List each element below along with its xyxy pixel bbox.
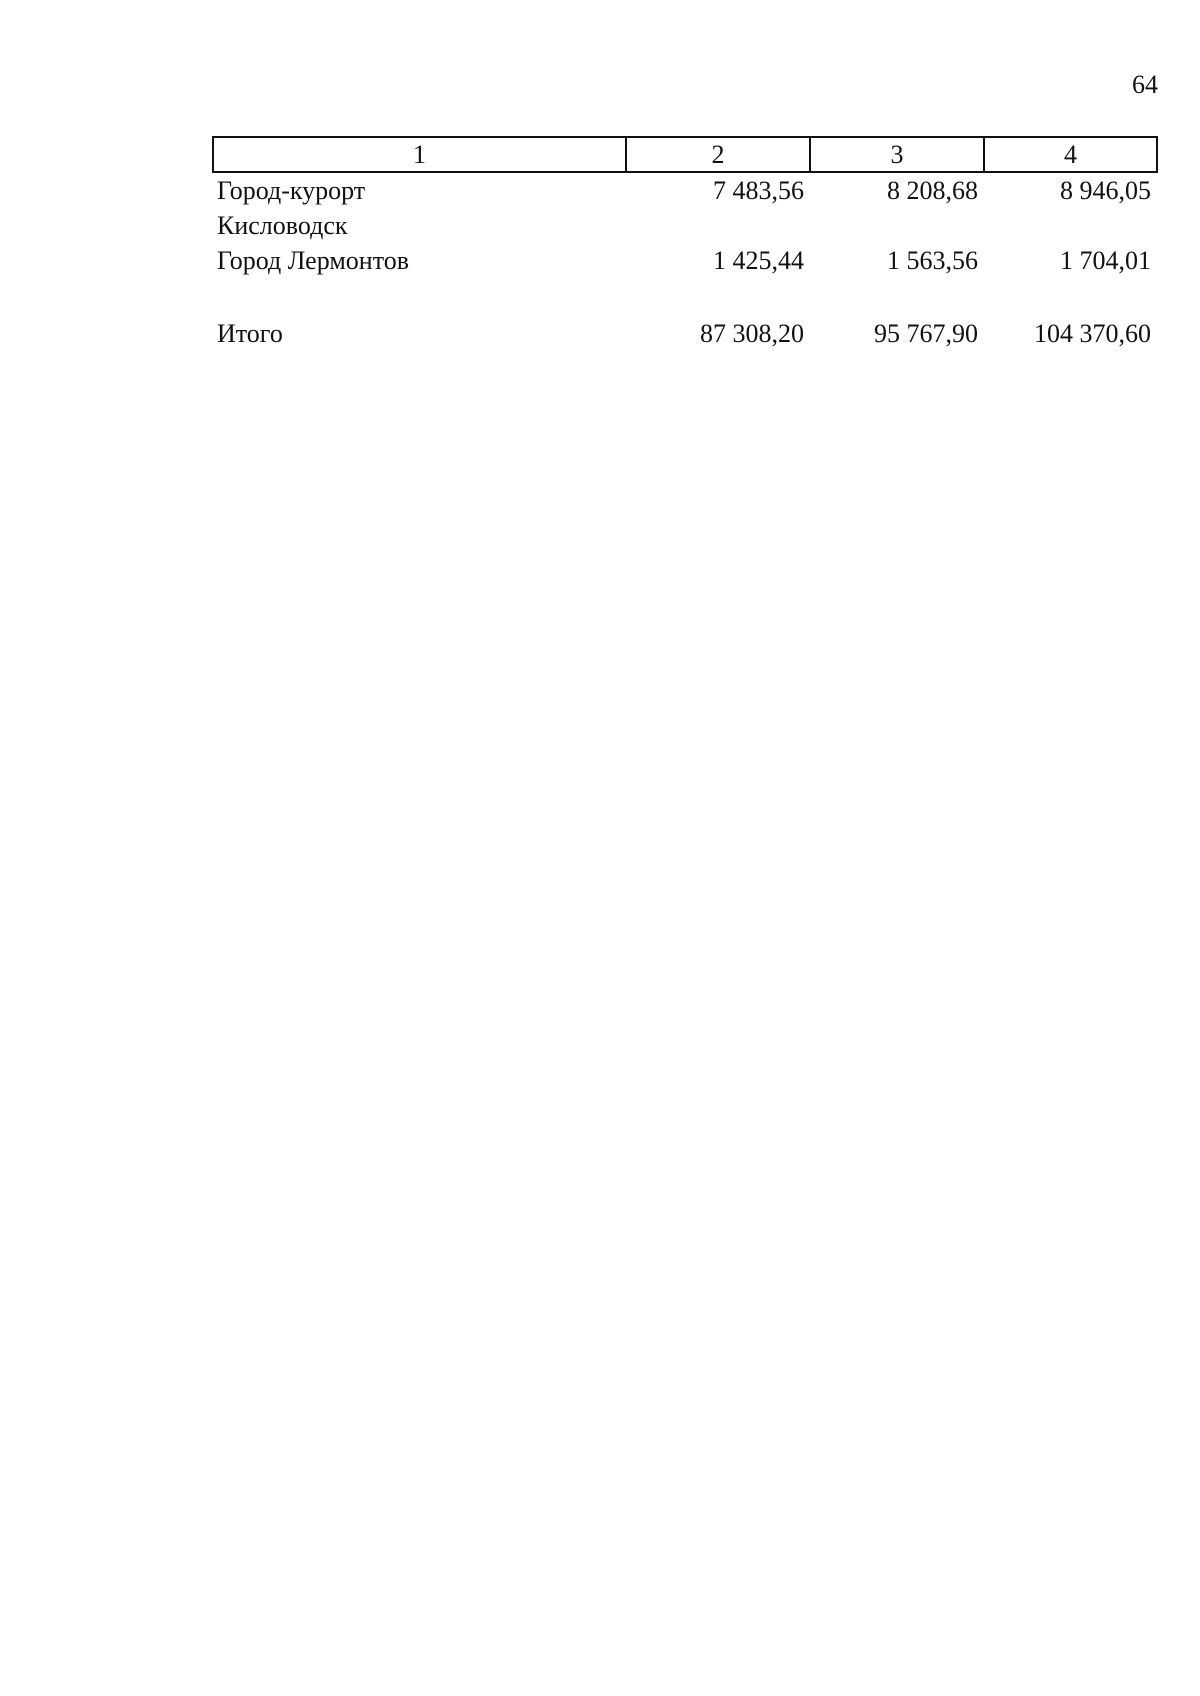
row-value-col2: 1 425,44: [713, 246, 804, 275]
row-value-col4: 8 946,05: [1060, 176, 1151, 205]
total-label: Итого: [217, 319, 283, 348]
column-header-4: 4: [984, 137, 1157, 172]
column-header-2: 2: [626, 137, 810, 172]
column-header-1: 1: [213, 137, 626, 172]
row-value-col3: 1 563,56: [887, 246, 978, 275]
table-header-row: [213, 137, 1157, 172]
total-value-col3: 95 767,90: [874, 319, 978, 348]
table-total-row: [213, 316, 1157, 351]
data-table: [212, 136, 1158, 351]
total-value-col4: 104 370,60: [1034, 319, 1151, 348]
row-label: Город Лермонтов: [217, 246, 409, 275]
page-number: 64: [1132, 70, 1158, 99]
row-value-col2: 7 483,56: [713, 176, 804, 205]
table-row: [213, 172, 1157, 243]
row-value-col4: 1 704,01: [1060, 246, 1151, 275]
total-value-col2: 87 308,20: [700, 319, 804, 348]
row-label: Город-курорт Кисловодск: [217, 176, 366, 240]
row-value-col3: 8 208,68: [887, 176, 978, 205]
table-row: [213, 243, 1157, 278]
column-header-3: 3: [810, 137, 984, 172]
table-spacer-row: [213, 278, 1157, 316]
